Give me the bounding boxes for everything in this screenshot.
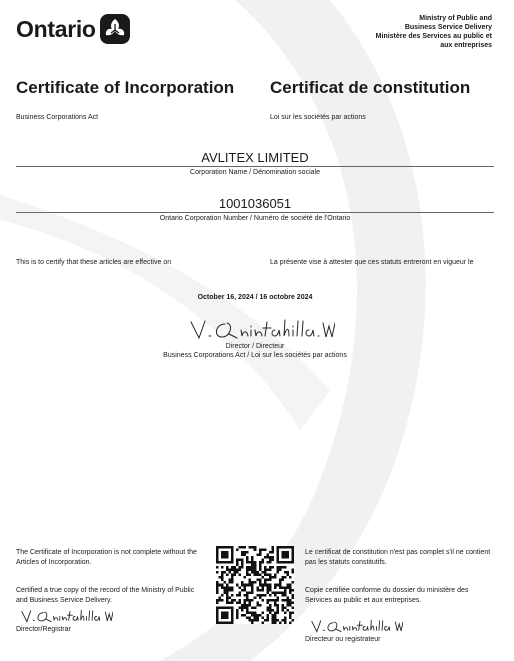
corporation-name-label: Corporation Name / Dénomination sociale bbox=[190, 169, 320, 176]
act-french: Loi sur les sociétés par actions bbox=[270, 114, 366, 121]
effective-date: October 16, 2024 / 16 octobre 2024 bbox=[197, 294, 313, 301]
ontario-logo bbox=[16, 14, 130, 44]
title-french: Certificat de constitution bbox=[270, 78, 471, 97]
ontario-wordmark: Ontario bbox=[16, 15, 96, 42]
registrar-role-english: Director/Registrar bbox=[16, 626, 71, 633]
ministry-name bbox=[312, 14, 492, 50]
director-act: Business Corporations Act / Loi sur les sociétés par actions bbox=[163, 352, 347, 359]
registrar-signature-left bbox=[18, 608, 113, 625]
director-block bbox=[16, 342, 494, 360]
act-english: Business Corporations Act bbox=[16, 114, 99, 121]
corporation-number: 1001036051 bbox=[16, 196, 494, 213]
ministry-en-line1: Ministry of Public and bbox=[419, 15, 492, 22]
director-signature bbox=[185, 318, 335, 342]
footer-note-french: Le certificat de constitution n'est pas complet s'il ne contient pas les statuts constitutifs. bbox=[305, 549, 491, 566]
corporation-name-field bbox=[16, 150, 494, 176]
ministry-fr-line2: aux entreprises bbox=[440, 42, 492, 49]
corporation-name: AVLITEX LIMITED bbox=[16, 150, 494, 167]
footer-note-english: The Certificate of Incorporation is not complete without the Articles of Incorporation. bbox=[16, 549, 197, 566]
registrar-signature-right bbox=[308, 618, 403, 635]
director-title: Director / Directeur bbox=[225, 343, 285, 350]
registrar-role-french: Directeur ou registrateur bbox=[305, 636, 381, 643]
footer-copy-english: Certified a true copy of the record of the Ministry of Public and Business Service Delivery. bbox=[16, 587, 195, 604]
footer-copy-french: Copie certifiée conforme du dossier du ministère des Services au public et aux entreprises. bbox=[305, 587, 469, 604]
ministry-fr-line1: Ministère des Services au public et bbox=[375, 33, 492, 40]
title-english: Certificate of Incorporation bbox=[16, 78, 235, 97]
qr-code-icon bbox=[216, 546, 294, 624]
ministry-en-line2: Business Service Delivery bbox=[404, 24, 492, 31]
ontario-trillium-icon bbox=[100, 14, 130, 44]
certify-statement-french: La présente vise à attester que ces statuts entreront en vigueur le bbox=[270, 259, 474, 266]
corporation-number-field bbox=[16, 196, 494, 222]
corporation-number-label: Ontario Corporation Number / Numéro de société de l'Ontario bbox=[159, 215, 351, 222]
certify-statement-english: This is to certify that these articles are effective on bbox=[16, 259, 172, 266]
